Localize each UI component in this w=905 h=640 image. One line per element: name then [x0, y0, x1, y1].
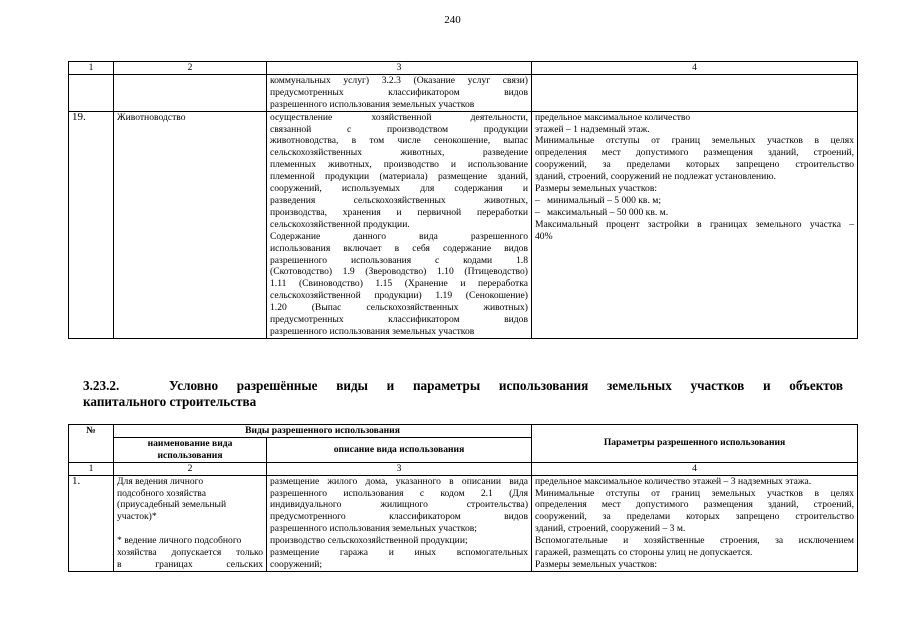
desc-line: предусмотренного классификатором видов	[270, 511, 529, 523]
name-line: Для ведения личного	[117, 475, 204, 487]
section-title-line1: Условно разрешённые виды и параметры использования земельных участков и объектов	[169, 378, 843, 393]
cell-name	[114, 475, 267, 571]
name-line: участок)*	[117, 511, 157, 523]
desc-line: разрешенного использования земельных участков;	[270, 523, 477, 535]
desc-line: разрешенного использования с кодами 1.8	[270, 254, 528, 266]
param-line: сооружений, за пределами которых запрещено строительство	[535, 159, 854, 171]
desc-line: разрешенного использования земельных участков	[270, 98, 475, 110]
col-index-3: 3	[267, 462, 532, 475]
desc-line: 1.11 (Свиноводство) 1.15 (Хранение и переработка	[270, 278, 528, 290]
col-index-2: 2	[114, 62, 267, 75]
column-index-row	[69, 62, 858, 75]
param-line: зданий, строений, сооружений не подлежат установлению.	[535, 171, 776, 183]
header-params: Параметры разрешенного использования	[532, 425, 858, 463]
cell-params	[532, 475, 858, 571]
param-line: Вспомогательные и хозяйственные строения, за исключением	[535, 535, 855, 547]
page-number: 240	[444, 14, 461, 26]
desc-line: предусмотренных классификатором видов	[270, 86, 528, 98]
param-line: Размеры земельных участков:	[535, 558, 658, 570]
cell-name	[114, 74, 267, 111]
param-line: гаражей, размещать со стороны улиц не допускается.	[535, 547, 753, 559]
param-line: предельное максимальное количество этажей – 3 надземных этажа.	[535, 475, 812, 487]
header-type-desc: описание вида использования	[267, 437, 532, 462]
param-line: Размеры земельных участков:	[535, 183, 658, 195]
regulations-table-1	[68, 61, 858, 339]
param-line: сооружений, за пределами которых запрещено строительство	[535, 511, 855, 523]
desc-line: предусмотренных классификатором видов	[270, 314, 528, 326]
param-line: 40%	[535, 230, 553, 242]
desc-line: племенной продукции (материала) размещение зданий,	[270, 171, 528, 183]
desc-line: индивидуального жилищного строительства)	[270, 499, 529, 511]
desc-line: сельскохозяйственной продукции.	[270, 218, 410, 230]
param-line: Максимальный процент застройки в границах земельного участка –	[535, 218, 854, 230]
desc-line: использования включает в себя содержание видов	[270, 242, 528, 254]
header-number: №	[69, 425, 114, 463]
cell-num: 1.	[69, 475, 114, 571]
cell-params	[532, 74, 858, 111]
col-index-4: 4	[532, 62, 858, 75]
cell-desc	[267, 74, 532, 111]
desc-line: разрешенного использования с кодом 2.1 (Для	[270, 487, 529, 499]
cell-params	[532, 111, 858, 338]
desc-line: племенных животных, производство и использование	[270, 159, 528, 171]
col-index-4: 4	[532, 462, 858, 475]
table-row-continuation	[69, 74, 858, 111]
desc-line: осуществление хозяйственной деятельности,	[270, 111, 528, 123]
note-line: * ведение личного подсобного	[117, 535, 242, 547]
name-gap	[117, 523, 263, 535]
param-line: предельное максимальное количество	[535, 111, 691, 123]
param-line: – максимальный – 50 000 кв. м.	[535, 206, 669, 218]
param-line: этажей – 1 надземный этаж.	[535, 123, 650, 135]
param-line: зданий, строений, сооружений – 3 м.	[535, 523, 686, 535]
desc-line: коммунальных услуг) 3.2.3 (Оказание услуг связи)	[270, 74, 528, 86]
desc-line: размещение гаража и иных вспомогательных	[270, 547, 529, 559]
col-index-1: 1	[69, 62, 114, 75]
param-line: определения мест допустимого размещения зданий, строений,	[535, 499, 855, 511]
desc-line: сельскохозяйственной продукции) 1.19 (Сенокошение)	[270, 290, 528, 302]
header-group-types: Виды разрешенного использования	[114, 425, 532, 438]
cell-name: Животноводство	[114, 111, 267, 338]
desc-line: разрешенного использования земельных участков	[270, 325, 475, 337]
desc-line: сельскохозяйственных животных, разведение	[270, 147, 528, 159]
param-line: Минимальные отступы от границ земельных участков в целях	[535, 487, 855, 499]
param-line: – минимальный – 5 000 кв. м;	[535, 194, 661, 206]
desc-line: сооружений;	[270, 558, 323, 570]
col-index-2: 2	[114, 462, 267, 475]
note-line: в границах сельских	[117, 558, 263, 570]
desc-line: разведения сельскохозяйственных животных,	[270, 194, 528, 206]
regulations-table-2	[68, 424, 858, 572]
header-type-name: наименование вида использования	[114, 437, 267, 462]
desc-line: животноводства, в том числе сенокошение, выпас	[270, 135, 528, 147]
desc-line: размещение жилого дома, указанного в описании вида	[270, 475, 529, 487]
section-title-line2: капитального строительства	[83, 394, 257, 409]
cell-desc	[267, 111, 532, 338]
param-line: Минимальные отступы от границ земельных участков в целях	[535, 135, 854, 147]
section-heading	[83, 378, 843, 410]
desc-line: производства, хранения и первичной переработки	[270, 206, 528, 218]
cell-num: 19.	[69, 111, 114, 338]
desc-line: связанной с производством продукции	[270, 123, 528, 135]
desc-line: Содержание данного вида разрешенного	[270, 230, 528, 242]
name-line: подсобного хозяйства	[117, 487, 206, 499]
col-index-1: 1	[69, 462, 114, 475]
desc-line: производство сельскохозяйственной продукции;	[270, 535, 468, 547]
header-row-group	[69, 425, 858, 438]
cell-desc	[267, 475, 532, 571]
table-row-19	[69, 111, 858, 338]
cell-num	[69, 74, 114, 111]
column-index-row	[69, 462, 858, 475]
table-row-1	[69, 475, 858, 571]
note-line: хозяйства допускается только	[117, 547, 263, 559]
param-line: определения мест допустимого размещения зданий, строений,	[535, 147, 854, 159]
section-number: 3.23.2.	[83, 378, 120, 393]
desc-line: сооружений, используемых для содержания и	[270, 183, 528, 195]
col-index-3: 3	[267, 62, 532, 75]
desc-line: (Скотоводство) 1.9 (Звероводство) 1.10 (Птицеводство)	[270, 266, 528, 278]
name-line: (приусадебный земельный	[117, 499, 227, 511]
desc-line: 1.20 (Выпас сельскохозяйственных животных)	[270, 302, 528, 314]
